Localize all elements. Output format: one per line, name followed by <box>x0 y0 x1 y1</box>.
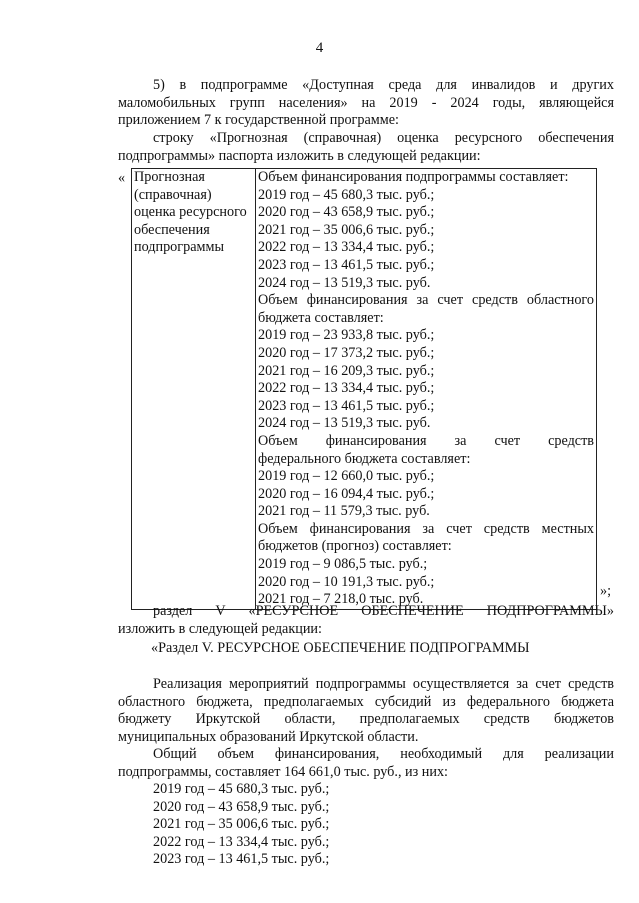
right-line: 2019 год – 45 680,3 тыс. руб.; <box>258 186 435 203</box>
right-line: 2021 год – 35 006,6 тыс. руб.; <box>258 221 435 238</box>
right-line: 2021 год – 16 209,3 тыс. руб.; <box>258 362 435 379</box>
right-line: 2021 год – 11 579,3 тыс. руб. <box>258 503 430 520</box>
section-instruction-line-2: изложить в следующей редакции: <box>118 620 322 637</box>
right-line: 2022 год – 13 334,4 тыс. руб.; <box>258 380 435 397</box>
right-line: 2020 год – 16 094,4 тыс. руб.; <box>258 485 435 502</box>
list-item: 2023 год – 13 461,5 тыс. руб.; <box>153 851 330 868</box>
table-row <box>132 169 597 610</box>
right-line: федерального бюджета составляет: <box>258 450 471 467</box>
table-quote-open: « <box>118 170 126 186</box>
right-line: 2021 год – 7 218,0 тыс. руб. <box>258 591 424 608</box>
page-number: 4 <box>315 40 324 56</box>
totals-list <box>153 781 329 869</box>
intro-line-2: маломобильных групп населения» на 2019 - 2024 годы, являющейся <box>118 94 614 111</box>
right-line: 2020 год – 43 658,9 тыс. руб.; <box>258 204 435 221</box>
list-item: 2022 год – 13 334,4 тыс. руб.; <box>153 833 330 850</box>
intro-line-3: приложением 7 к государственной программе: <box>118 112 399 129</box>
left-line: оценка ресурсного <box>134 204 247 221</box>
right-line: 2020 год – 10 191,3 тыс. руб.; <box>258 573 435 590</box>
section-instruction-line-1: раздел V «РЕСУРСНОЕ ОБЕСПЕЧЕНИЕ ПОДПРОГРАММЫ» <box>153 603 614 619</box>
section-instruction <box>118 603 614 638</box>
intro-line-1: 5) в подпрограмме «Доступная среда для инвалидов и других <box>153 77 614 93</box>
right-line: 2019 год – 9 086,5 тыс. руб.; <box>258 556 428 573</box>
right-line: 2023 год – 13 461,5 тыс. руб.; <box>258 397 435 414</box>
right-line: Объем финансирования за счет средств <box>258 432 594 449</box>
right-line: 2022 год – 13 334,4 тыс. руб.; <box>258 239 435 256</box>
instruction-line-1: строку «Прогнозная (справочная) оценка ресурсного обеспечения <box>153 130 614 146</box>
table-right-cell <box>256 169 597 610</box>
intro-paragraph <box>118 77 614 130</box>
paragraph-total-funding <box>118 746 614 781</box>
section-title: «Раздел V. РЕСУРСНОЕ ОБЕСПЕЧЕНИЕ ПОДПРОГРАММЫ <box>151 640 530 656</box>
list-item: 2020 год – 43 658,9 тыс. руб.; <box>153 798 330 815</box>
instruction-paragraph <box>118 130 614 165</box>
right-line: 2020 год – 17 373,2 тыс. руб.; <box>258 344 435 361</box>
left-line: Прогнозная <box>134 169 205 185</box>
para1-line-1: Реализация мероприятий подпрограммы осуществляется за счет средств <box>153 676 614 692</box>
para2-line-1: Общий объем финансирования, необходимый для реализации <box>153 746 614 762</box>
passport-table <box>131 168 597 610</box>
table-left-cell <box>132 169 256 610</box>
right-line: бюджета составляет: <box>258 309 384 326</box>
right-line: Объем финансирования за счет средств местных <box>258 520 594 537</box>
table-quote-close: »; <box>600 583 612 599</box>
left-line: (справочная) <box>134 186 212 203</box>
para1-line-4: муниципальных образований Иркутской области. <box>118 728 419 745</box>
list-item: 2021 год – 35 006,6 тыс. руб.; <box>153 816 330 833</box>
right-line: Объем финансирования подпрограммы составляет: <box>258 169 569 185</box>
paragraph-funding-sources <box>118 676 614 746</box>
right-line: 2024 год – 13 519,3 тыс. руб. <box>258 415 431 432</box>
right-line: Объем финансирования за счет средств областного <box>258 292 594 309</box>
para1-line-2: областного бюджета, предполагаемых субсидий из федерального бюджета <box>118 693 614 710</box>
list-item: 2019 год – 45 680,3 тыс. руб.; <box>153 781 330 797</box>
right-line: 2019 год – 12 660,0 тыс. руб.; <box>258 468 435 485</box>
left-line: обеспечения <box>134 221 210 238</box>
right-line: 2019 год – 23 933,8 тыс. руб.; <box>258 327 435 344</box>
right-line: бюджетов (прогноз) составляет: <box>258 538 452 555</box>
para1-line-3: бюджету Иркутской области, предполагаемых средств бюджетов <box>118 711 614 728</box>
right-line: 2024 год – 13 519,3 тыс. руб. <box>258 274 431 291</box>
right-line: 2023 год – 13 461,5 тыс. руб.; <box>258 256 435 273</box>
para2-line-2: подпрограммы, составляет 164 661,0 тыс. руб., из них: <box>118 763 448 780</box>
left-line: подпрограммы <box>134 239 224 256</box>
instruction-line-2: подпрограммы» паспорта изложить в следующей редакции: <box>118 147 481 164</box>
